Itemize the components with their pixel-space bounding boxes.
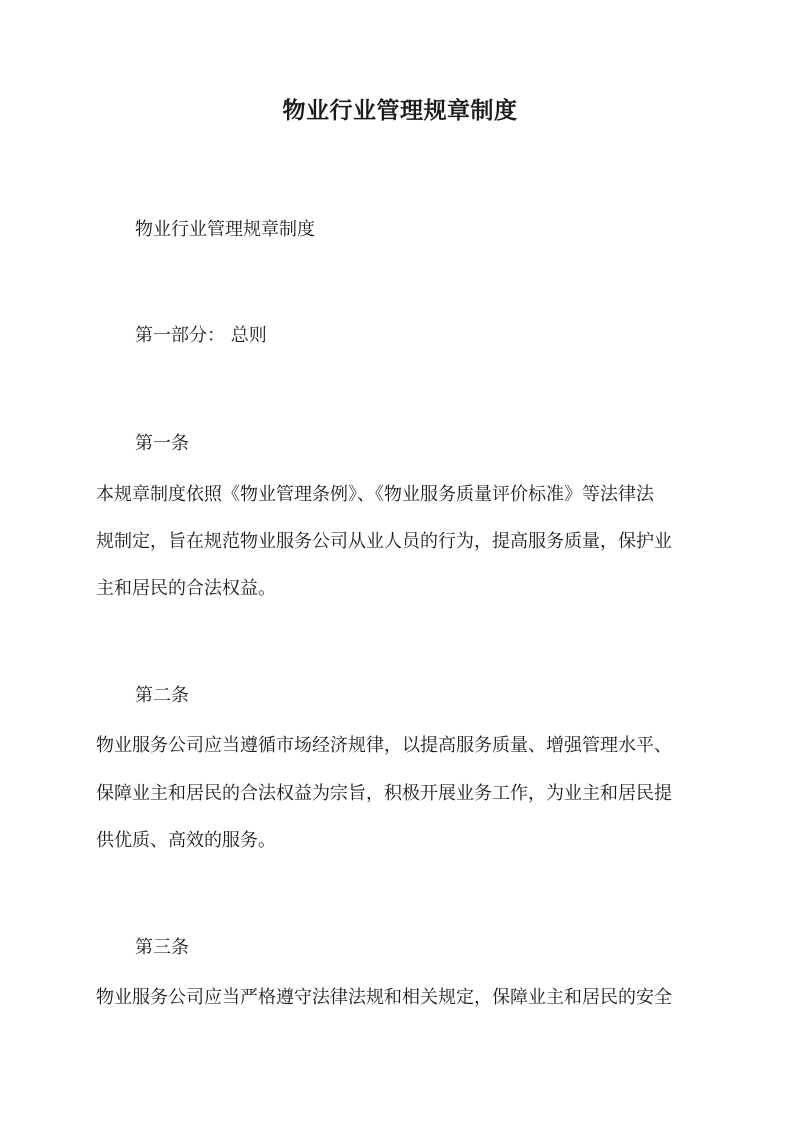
article-heading-2: 第二条 <box>135 685 189 706</box>
article-1-line-1: 本规章制度依照《物业管理条例》、《物业服务质量评价标准》等法律法 <box>96 484 654 505</box>
article-heading-1: 第一条 <box>135 433 189 454</box>
article-1-line-3: 主和居民的合法权益。 <box>96 578 276 599</box>
article-2-line-2: 保障业主和居民的合法权益为宗旨，积极开展业务工作，为业主和居民提 <box>96 783 672 804</box>
article-heading-3: 第三条 <box>135 937 189 958</box>
part-heading: 第一部分： 总则 <box>135 325 267 346</box>
document-subtitle: 物业行业管理规章制度 <box>135 219 315 240</box>
document-title: 物业行业管理规章制度 <box>282 97 518 124</box>
article-3-line-1: 物业服务公司应当严格遵守法律法规和相关规定，保障业主和居民的安全 <box>96 987 672 1008</box>
article-1-line-2: 规制定，旨在规范物业服务公司从业人员的行为，提高服务质量，保护业 <box>96 531 672 552</box>
article-2-line-3: 供优质、高效的服务。 <box>96 830 276 851</box>
article-2-line-1: 物业服务公司应当遵循市场经济规律，以提高服务质量、增强管理水平、 <box>96 735 672 756</box>
